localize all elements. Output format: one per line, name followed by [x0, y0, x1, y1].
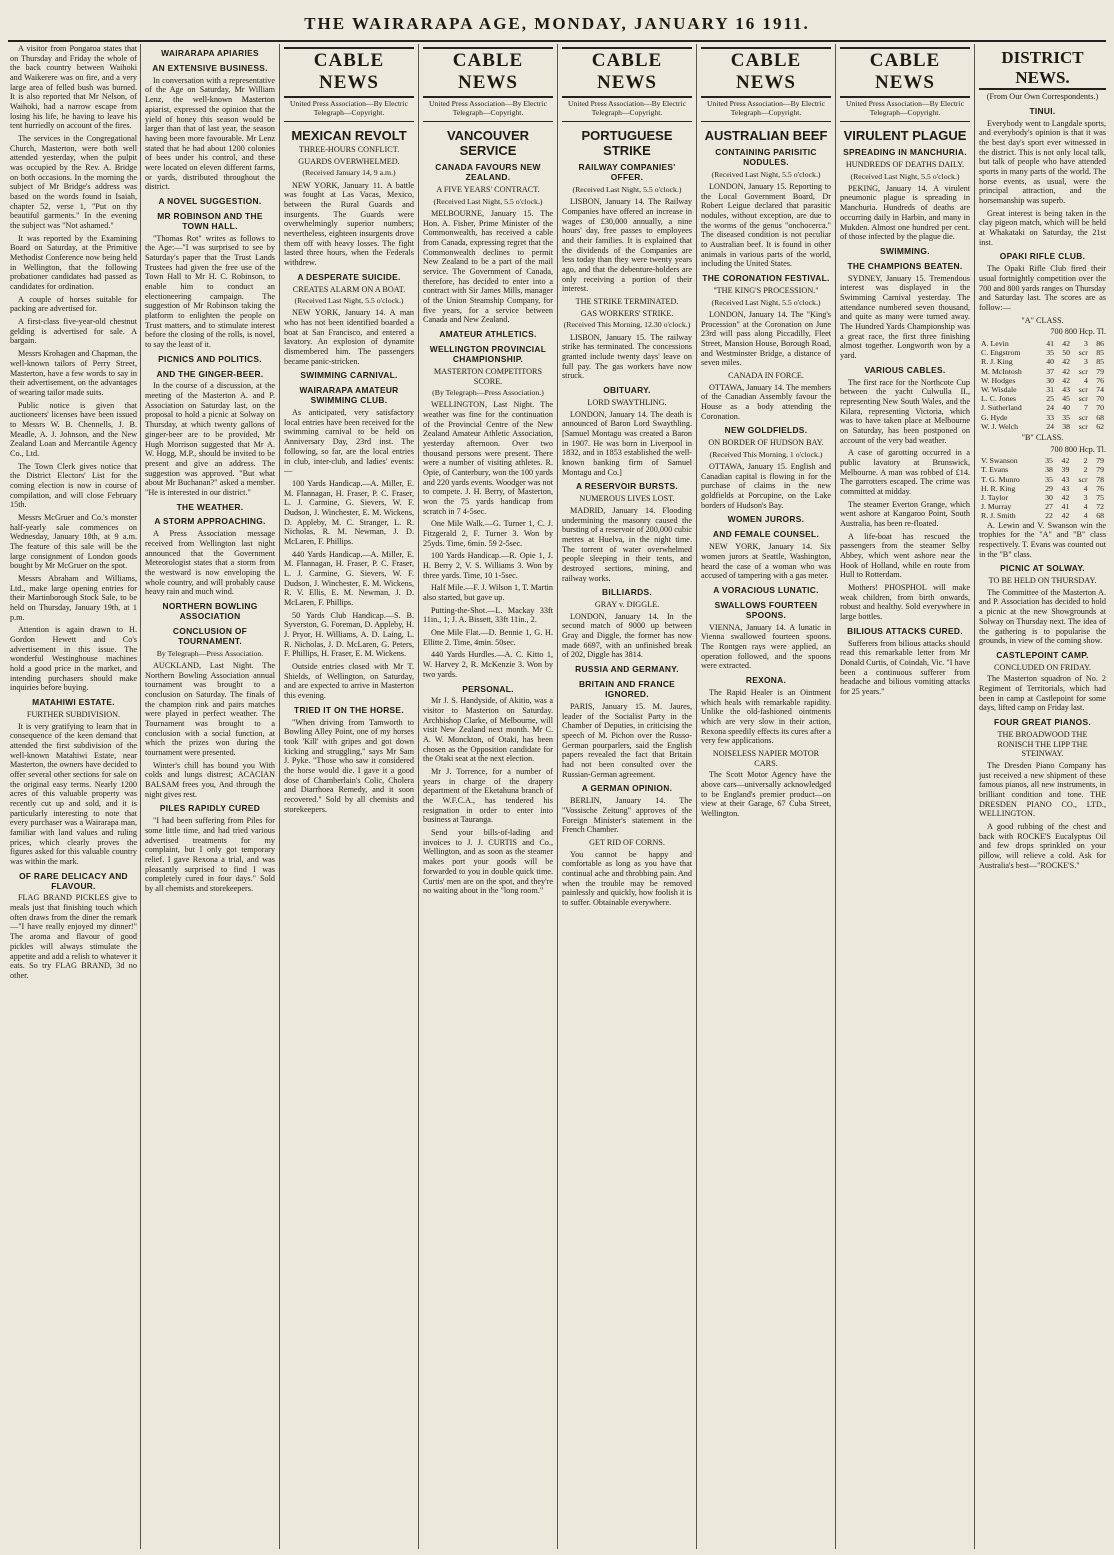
- column-divider: [974, 44, 975, 1549]
- article-paragraph: The Opaki Rifle Club fired their usual fortnightly competition over the 700 and 800 yards ranges on Thursday and Saturday last. The scores are as follow:—: [979, 264, 1106, 312]
- headline: GET RID OF CORNS.: [589, 837, 665, 847]
- score-row: [979, 376, 1106, 385]
- score-cell: 27: [1045, 502, 1053, 512]
- received-line: By Telegraph—Press Association.: [156, 648, 264, 658]
- headline: NEW GOLDFIELDS.: [724, 425, 808, 436]
- subheadline: CANADA IN FORCE.: [728, 370, 804, 380]
- score-cell: 30: [1046, 375, 1054, 385]
- column-8: [979, 44, 1106, 1549]
- article-paragraph: Great interest is being taken in the clay pigeon match, which will be held at Whakataki on Saturday, the 21st inst.: [979, 208, 1106, 247]
- score-cell: 75: [1096, 492, 1104, 502]
- article-paragraph: It is very gratifying to learn that in consequence of the keen demand that attended the first subdivision of the well-known Matahiwi Estate, near Masterton, the owners have decided to offer several other sections for sale on the original easy terms. Nearly 1200 acres of this valuable property was recently cut up and sold, and it is particularly interesting to note that every purchaser was a Wairarapa man, familiar with land values and ruling prices, which clearly proves the figures asked for this valuable country was within the mark.: [10, 721, 137, 866]
- subheadline: CONTAINING PARISITIC NODULES.: [715, 147, 817, 167]
- headline: THE CORONATION FESTIVAL.: [702, 273, 830, 284]
- article-paragraph: A Press Association message received from Wellington last night announced that the Government Meteorologist states that a storm from the westward is now enveloping the whole country, and will probably cause heavy rain and much wind.: [145, 529, 275, 597]
- received-line: (Received January 14, 9 a.m.): [302, 168, 396, 178]
- score-row: [979, 413, 1106, 422]
- agency-line: United Press Association—By Electric Telegraph—Copyright.: [423, 100, 553, 122]
- shooter-name: T. G. Munro: [981, 474, 1020, 484]
- class-heading: "B" CLASS.: [1021, 432, 1064, 442]
- headline: TRIED IT ON THE HORSE.: [294, 704, 404, 715]
- subheadline: A STORM APPROACHING.: [154, 516, 266, 527]
- article-paragraph: LISBON, January 15. The railway strike has terminated. The concessions granted include twenty days' leave on full pay. The gas workers have now struck.: [562, 332, 692, 381]
- article-paragraph: Messrs Abraham and Williams, Ltd., make large opening entries for their Martinborough Stock Sale, to be held on Thursday, January 19th, at 1 p.m.: [10, 573, 137, 622]
- score-cell: 29: [1045, 483, 1053, 493]
- received-line: (Received Last Night, 5.5 o'clock.): [572, 185, 682, 195]
- article-paragraph: Public notice is given that auctioneers' licenses have been issued to Messrs W. B. Chennells, J. B. Meadle, A. J. Johnson, and the New Zealand Loan and Mercantile Agency Co., Ltd.: [10, 400, 137, 458]
- score-cell: 41: [1046, 339, 1054, 349]
- subheadline: LORD SWAYTHLING.: [587, 397, 667, 407]
- score-cell: 30: [1045, 492, 1053, 502]
- score-cell: 43: [1061, 483, 1070, 493]
- score-row: [979, 511, 1106, 520]
- received-line: (Received Last Night, 5.5 o'clock.): [711, 297, 821, 307]
- subheadline: MASTERTON COMPETITORS SCORE.: [433, 366, 543, 386]
- article-paragraph: The Committee of the Masterton A. and P. Association has decided to hold a picnic at the new Showgrounds at Solway on Thursday next. The idea of the gathering is to popularise the grounds, in view of the coming show.: [979, 587, 1106, 646]
- agency-line: United Press Association—By Electric Telegraph—Copyright.: [562, 100, 692, 122]
- score-cell: 35: [1062, 412, 1071, 422]
- column-1: [10, 44, 137, 1549]
- headline: VARIOUS CABLES.: [864, 364, 946, 375]
- score-cell: 4: [1083, 502, 1088, 512]
- score-row: [979, 367, 1106, 376]
- article-paragraph: A. Lewin and V. Swanson win the trophies for the "A" and "B" class respectively. T. Evans was counted out in the "B" class.: [979, 520, 1106, 559]
- score-cell: 24: [1046, 421, 1054, 431]
- article-paragraph: One Mile Flat.—D. Bennie 1, G. H. Ellitte 2. Time, 4min. 50sec.: [423, 628, 553, 647]
- shooter-name: R. J. Smith: [981, 511, 1016, 521]
- article-paragraph: 50 Yards Club Handicap.—S. B. Syverston, G. Foreman, D. Appleby, H. J. Pryor, H. Williams, A. D. Laing, L. R. Nicholas, J. D. McLaren, G. Peters, F. Phillips, H. Fraser, E. M. Wickens.: [284, 610, 414, 659]
- subheadline: GAS WORKERS' STRIKE.: [580, 308, 674, 318]
- score-row: [979, 502, 1106, 511]
- article-paragraph: Putting-the-Shot.—L. Mackay 33ft 11in., 1; J. A. Bissett, 33ft 11in., 2.: [423, 605, 553, 625]
- score-cell: 4: [1083, 375, 1088, 385]
- article-paragraph: LONDON, January 14. The death is announced of Baron Lord Swaythling. [Samuel Montagu was created a Baron in 1907. He was born in Liverpool in 1832, and in 1853 established the well-known banking firm of Samuel Montagu and Co.]: [562, 409, 692, 477]
- subheadline: FURTHER SUBDIVISION.: [26, 709, 121, 719]
- score-cell: 35: [1045, 474, 1053, 484]
- score-cell: 33: [1046, 412, 1054, 422]
- column-divider: [557, 44, 558, 1549]
- score-row: [979, 465, 1106, 474]
- subheadline: BRITAIN AND FRANCE IGNORED.: [578, 679, 676, 699]
- subheadline: THE BROADWOOD THE RONISCH THE LIPP THE STEINWAY.: [997, 730, 1088, 759]
- subheadline: GUARDS OVERWHELMED.: [298, 156, 400, 166]
- score-cell: 3: [1083, 339, 1088, 349]
- column-2: [145, 44, 275, 1549]
- subheadline: "THE KING'S PROCESSION.": [713, 286, 819, 295]
- score-cell: 2: [1083, 465, 1088, 475]
- headline: MEXICAN REVOLT: [291, 127, 407, 143]
- advert-paragraph: "When driving from Tamworth to Bowling Alley Point, one of my horses took 'Kill' with gripes and got down kicking and struggling," says Mr Sam J. Pyke. "Those who saw it considered the horse would die. I gave it a good dose of Chamberlain's Colic, Cholera and Diarrhoea Remedy, and it soon recovered." Sold by all chemists and storekeepers.: [284, 717, 414, 814]
- shooter-name: G. Hyde: [981, 412, 1008, 422]
- article-paragraph: 100 Yards Handicap.—R. Opie 1, J. H. Berry 2, V. S. Williams 3. Won by three yards. Time, 10 1-5sec.: [423, 551, 553, 580]
- score-cell: 38: [1045, 465, 1053, 475]
- headline: CASTLEPOINT CAMP.: [996, 649, 1089, 660]
- correspondents-line: (From Our Own Correspondents.): [986, 92, 1099, 102]
- score-cell: 35: [1046, 348, 1054, 358]
- article-paragraph: MELBOURNE, January 15. The Hon. A. Fisher, Prime Minister of the Commonwealth, has received a cable from Canada, expressing regret that the Commonwealth declines to permit New Zealand to be a part of the mail service. The Government of Canada, therefore, has decided to enter into a contract with Sir James Mills, manager of the Union Steamship Company, for five years, for a service between Canada and New Zealand.: [423, 209, 553, 325]
- article-paragraph: MADRID, January 14. Flooding undermining the masonry caused the bursting of a reservoir of 200,000 cubic metres at Huelva, in the night time. The torrent of water overwhelmed people sleeping in their tents, and destroyed sections, mining, and railway works.: [562, 505, 692, 583]
- headline: VANCOUVER SERVICE: [446, 127, 530, 159]
- article-paragraph: FLAG BRAND PICKLES give to meals just that finishing touch which often draws from the diner the remark—"I have really enjoyed my dinner!" The aroma and flavour of good pickles will always stimulate the appetite and add a relish to whatever it eats. So try FLAG BRAND, 3d no other.: [10, 893, 137, 980]
- article-paragraph: WELLINGTON, Last Night. The weather was fine for the continuation of the Provincial Centre of the New Zealand Amateur Athletic Association, yesterday afternoon. Over two thousand persons were present. There were a number of visiting athletes. R. Opie, of Canterbury, won the 100 yards and 220 yards events. Woodger was not to compete. J. H. Berry, of Masterton, won the 75 yards handicap from scratch in 7 4-5sec.: [423, 400, 553, 516]
- agency-line: United Press Association—By Electric Telegraph—Copyright.: [284, 100, 414, 122]
- cable-news-banner: CABLE NEWS: [562, 47, 692, 98]
- article-paragraph: OTTAWA, January 14. The members of the Canadian Assembly favour the House as a body attending the Coronation.: [701, 382, 831, 421]
- score-cell: 74: [1096, 384, 1104, 394]
- subheadline: AN EXTENSIVE BUSINESS.: [152, 62, 268, 73]
- score-cell: 31: [1046, 384, 1054, 394]
- subheadline: CONCLUDED ON FRIDAY.: [993, 662, 1092, 672]
- subheadline: WAIRARAPA AMATEUR SWIMMING CLUB.: [299, 385, 399, 406]
- article-paragraph: Half Mile.—F. J. Wilson 1, T. Martin also started, but gave up.: [423, 583, 553, 603]
- subheadline: TO BE HELD ON THURSDAY.: [988, 576, 1097, 586]
- article-paragraph: The first race for the Northcote Cup between the yacht Culwulla II., representing New South Wales, and the Kilara, representing Victoria, which was to have taken place at Melbourne on Saturday, has been postponed on account of the very bad weather.: [840, 377, 970, 445]
- score-cell: scr: [1078, 412, 1088, 422]
- headline: OBITUARY.: [603, 384, 651, 395]
- received-line: (Received Last Night, 5.5 o'clock.): [433, 196, 543, 206]
- subheadline: NUMEROUS LIVES LOST.: [579, 494, 675, 504]
- article-paragraph: A visitor from Pongaroa states that on Thursday and Friday the whole of the back country between Waihoki and Waikerere was on fire, and a very large area of felled bush was burned. It is also reported that Mr Nelson, of Waihoki, had a narrow escape from losing his life, he having to leave his tent hurriedly on account of the fires.: [10, 44, 137, 131]
- article-paragraph: NEW YORK, January 11. A battle was fought at Las Vacas, Mexico, between the Rural Guards and insurgents. The Guards were overwhelmingly superior numbers; nevertheless, eighteen insurgents drove them off with heavy losses. The fight lasted three hours, when the Federals withdrew.: [284, 180, 414, 267]
- subheadline: GRAY v. DIGGLE.: [594, 600, 660, 610]
- column-6: [701, 44, 831, 1549]
- score-cell: 42: [1062, 375, 1071, 385]
- shooter-name: M. McIntosh: [981, 366, 1022, 376]
- article-paragraph: Messrs Krohagen and Chapman, the well-known tailors of Perry Street, Masterton, have a few words to say in their advertisement, on the advantages of wearing tailor made suits.: [10, 349, 137, 397]
- score-cell: 50: [1062, 348, 1071, 358]
- advert-paragraph: Sufferers from bilious attacks should read this remarkable letter from Mr Donald Curtis, of Coindah, Vic. "I have been a continuous sufferer from headache and bilious vomiting attacks for 25 years.": [840, 638, 970, 696]
- cable-news-banner: CABLE NEWS: [701, 47, 831, 98]
- headline: PORTUGUESE STRIKE: [581, 127, 673, 159]
- advert-paragraph: Send your bills-of-lading and invoices to J. J. CURTIS and Co., Wellington, and as soon as the steamer makes port your goods will be forwarded to you in double quick time. Curtis' men are on the spot, and they're no waiting about in the "long room.": [423, 828, 553, 896]
- article-paragraph: LISBON, January 14. The Railway Companies have offered an increase in wages of £30,000 annually, a nine hours' day, free passes to employees and their families. It is explained that the dividends of the Companies are less today than they were twenty years ago, and that the debenture-holders are only receiving a portion of their interest.: [562, 197, 692, 294]
- score-row: [979, 422, 1106, 431]
- headline: A NOVEL SUGGESTION.: [158, 195, 262, 206]
- score-row: [979, 484, 1106, 493]
- received-line: (Received Last Night, 5.5 o'clock.): [711, 169, 821, 179]
- agency-line: United Press Association—By Electric Telegraph—Copyright.: [840, 100, 970, 122]
- shooter-name: J. Murray: [981, 502, 1012, 512]
- article-paragraph: A couple of horses suitable for packing are advertised for.: [10, 294, 137, 314]
- advert-paragraph: Mothers! PHOSPHOL will make weak children, from birth onwards, robust and healthy. Sold everywhere in large bottles.: [840, 583, 970, 622]
- advert-paragraph: A good rubbing of the chest and back with ROCKE'S Eucalyptus Oil and few drops sprinkled on your pillow, will relieve a cold. Ask for Australia's best—"ROCKE'S.": [979, 822, 1106, 870]
- shooter-name: R. J. King: [981, 357, 1013, 367]
- received-line: (Received This Morning, 1 o'clock.): [709, 449, 823, 459]
- score-cell: 22: [1045, 511, 1053, 521]
- shooter-name: C. Engstrom: [981, 348, 1021, 358]
- subheadline: THE CHAMPIONS BEATEN.: [847, 260, 963, 271]
- column-divider: [418, 44, 419, 1549]
- score-cell: scr: [1078, 474, 1088, 484]
- score-cell: 72: [1096, 502, 1104, 512]
- article-paragraph: The Town Clerk gives notice that the District Electors' List for the coming election is now in course of compilation, and will close February 15th.: [10, 461, 137, 510]
- headline: VIRULENT PLAGUE: [843, 127, 967, 143]
- headline: TINUI.: [1029, 105, 1056, 116]
- advert-paragraph: "I had been suffering from Piles for some little time, and had tried various advertised treatments for my complaint, but I only got temporary relief. I gave Rexona a trial, and was pleasantly surprised to find I was completely cured in four days." Sold by all chemists and storekeepers.: [145, 816, 275, 893]
- headline: THE WEATHER.: [176, 501, 244, 512]
- score-cell: 43: [1062, 384, 1071, 394]
- subheadline: HUNDREDS OF DEATHS DAILY.: [845, 159, 965, 169]
- shooter-name: J. Sutherland: [981, 403, 1022, 413]
- score-cell: 3: [1083, 357, 1088, 367]
- column-3: [284, 44, 414, 1549]
- article-paragraph: Mr J. S. Handyside, of Akitio, was a visitor to Masterton on Saturday. Archbishop Clarke, of Melbourne, will visit New Zealand next month. Mr C. A. W. Monckton, of Otaki, has been chosen as the Opposition candidate for the Otaki seat at the next election.: [423, 696, 553, 764]
- article-paragraph: The steamer Everton Grange, which went ashore at Kangaroo Point, South Australia, has been re-floated.: [840, 499, 970, 529]
- subheadline: CREATES ALARM ON A BOAT.: [292, 284, 406, 294]
- article-paragraph: Outside entries closed with Mr T. Shields, of Wellington, on Saturday, and are expected to arrive in Masterton this evening.: [284, 661, 414, 700]
- score-cell: 68: [1096, 511, 1104, 521]
- article-paragraph: In the course of a discussion, at the meeting of the Masterton A. and P. Association on Saturday last, on the proposal to hold a picnic at Solway on Thursday, at which twenty gallons of ginger-beer are to be provided, Mr Hugh Morrison suggested that Mr A. W. Hogg, M.P., should be invited to be present and give an address. The suggestion was approved. "But what about Mr Buchanan?" asked a member. "He is interested in our district.": [145, 381, 275, 497]
- headline: A GERMAN OPINION.: [581, 783, 673, 794]
- headline: WOMEN JURORS.: [727, 514, 805, 525]
- headline: A RESERVOIR BURSTS.: [575, 481, 679, 492]
- headline: FOUR GREAT PIANOS.: [994, 717, 1091, 728]
- headline: SWIMMING CARNIVAL.: [300, 370, 398, 381]
- headline: OPAKI RIFLE CLUB.: [999, 251, 1086, 262]
- score-cell: 79: [1096, 456, 1104, 466]
- cable-news-banner: CABLE NEWS: [840, 47, 970, 98]
- headline: REXONA.: [745, 674, 787, 685]
- headline: NORTHERN BOWLING ASSOCIATION: [162, 601, 258, 621]
- advert-paragraph: The Rapid Healer is an Ointment which heals with remarkable rapidity. Unlike the old-fashioned ointments which are very slow in their action, Rexona speedily effects its cures after a very few applications.: [701, 687, 831, 746]
- score-row: [979, 493, 1106, 502]
- article-paragraph: SYDNEY, January 15. Tremendous interest was displayed in the Swimming Carnival yesterday. The attendance numbered seven thousand, and quite as many were turned away. The Hundred Yards Championship was a great race, the first three finishing almost together. Longworth won by a yard.: [840, 273, 970, 361]
- article-paragraph: NEW YORK, January 14. Six women jurors at Seattle, Washington, heard the case of a woman who was accused of tampering with a gas meter.: [701, 542, 831, 581]
- article-paragraph: PEKING, January 14. A virulent pneumonic plague is spreading in Manchuria. Hundreds of deaths are occurring daily in Harbin, and many in Mukden. Almost one hundred per cent. of those infected by the plague die.: [840, 183, 970, 242]
- shooter-name: A. Levin: [981, 339, 1009, 349]
- score-row: [979, 357, 1106, 366]
- score-cell: 70: [1096, 403, 1104, 413]
- district-news-title: DISTRICT NEWS.: [979, 48, 1106, 90]
- masthead-rule: [8, 40, 1106, 42]
- article-paragraph: LONDON, January 15. Reporting to the Local Government Board, Dr Robert Leigue declared that parasitic nodules, without exception, are due to the worms of the genus "onchocerca." The diseased condition is not peculiar to Australian beef. It is found in other animals in various parts of the world, including the United States.: [701, 182, 831, 269]
- score-cell: 85: [1096, 348, 1104, 358]
- subheadline: MR ROBINSON AND THE TOWN HALL.: [157, 210, 263, 231]
- headline: PERSONAL.: [462, 683, 514, 694]
- cable-news-banner: CABLE NEWS: [284, 47, 414, 98]
- article-paragraph: It was reported by the Examining Board on Saturday, at the Primitive Methodist Conference now being held in Wellington, that the following probationer candidates had passed as candidates for ordination.: [10, 233, 137, 292]
- score-cell: 24: [1046, 403, 1054, 413]
- article-paragraph: LONDON, January 14. In the second match of 9000 up between Gray and Diggle, the former has now made 6697, with an unfinished break of 202, Diggle has 3814.: [562, 611, 692, 660]
- score-cell: 3: [1083, 492, 1088, 502]
- article-paragraph: Messrs McGruer and Co.'s monster half-yearly sale commences on Wednesday, January 18th, at 9 a.m. The feature of this sale will be the large consignment of London goods bought by Mr McGruer on the spot.: [10, 512, 137, 571]
- article-paragraph: Everybody went to Langdale sports, and everybody's opinion is that it was the best day's sport ever witnessed in the district. This is not only local talk, but talk of people who have attended sports in many parts of the world. The horse events, as usual, were the principal attraction, and the horsemanship was superb.: [979, 118, 1106, 206]
- score-cell: 42: [1061, 511, 1070, 521]
- score-row: [979, 456, 1106, 465]
- score-cell: 62: [1096, 421, 1104, 431]
- article-paragraph: 440 Yards Handicap.—A. Miller, E. M. Flannagan, H. Fraser, P. C. Fraser, L. J. Carmine, G. Sievers, W. F. Dudson, J. Winchester, E. M. Wickens, R. V. Ellis, E. M. Newman, J. D. McLaren, F. Phillips.: [284, 549, 414, 607]
- score-cell: 45: [1062, 394, 1071, 404]
- headline: WAIRARAPA APIARIES: [161, 48, 259, 58]
- score-cell: 70: [1096, 394, 1104, 404]
- score-cell: scr: [1078, 348, 1088, 358]
- subheadline: ON BORDER OF HUDSON BAY.: [708, 438, 824, 448]
- article-paragraph: AUCKLAND, Last Night. The Northern Bowling Association annual tournament was brought to a conclusion on Saturday. The finals of the champion rink and pairs matches were played in perfect weather. The Tournament was brought to a conclusion with a social function, at which the prizes won during the tournament were presented.: [145, 660, 275, 757]
- score-row: [979, 403, 1106, 412]
- article-paragraph: Mr J. Torrence, for a number of years in charge of the drapery department of the Eketahuna branch of the W.F.C.A., has tendered his resignation in order to enter into business at Tauranga.: [423, 767, 553, 825]
- subheadline: AND FEMALE COUNSEL.: [712, 529, 820, 540]
- headline: PICNIC AT SOLWAY.: [1000, 563, 1085, 574]
- column-divider: [835, 44, 836, 1549]
- article-paragraph: 100 Yards Handicap.—A. Miller, E. M. Flannagan, H. Fraser, P. C. Fraser, L. J. Carmine, G. Sievers, W. F. Dudson, J. Winchester, E. M. Wickens, D. Appleby, M. C. Stranger, L. R. Nicholas, R. M. Newman, J. D. McLaren, F. Phillips.: [284, 478, 414, 546]
- article-paragraph: Attention is again drawn to H. Gordon Hewett and Co's advertisement in this issue. The wonderful Westinghouse machines hold a good price in the market, and intending purchasers should make inquiries before buying.: [10, 625, 137, 693]
- headline: BILLIARDS.: [602, 587, 652, 598]
- received-line: (Received Last Night, 5.5 o'clock.): [294, 296, 404, 306]
- headline: OF RARE DELICACY AND FLAVOUR.: [19, 870, 128, 891]
- score-cell: 40: [1046, 357, 1054, 367]
- headline: MATAHIWI ESTATE.: [32, 697, 115, 707]
- score-cell: 39: [1061, 465, 1070, 475]
- shooter-name: W. Hodges: [981, 375, 1016, 385]
- score-cell: 38: [1062, 421, 1071, 431]
- article-paragraph: LONDON, January 14. The "King's Procession" at the Coronation on June 23rd will pass along Piccadilly, Fleet Street, Mansion House, Borough Road, and Westminster Bridge, a distance of seven miles.: [701, 309, 831, 368]
- shooter-name: W. Wisdale: [981, 384, 1017, 394]
- shooter-name: H. R. King: [981, 483, 1016, 493]
- shooter-name: T. Evans: [981, 465, 1009, 475]
- score-cell: scr: [1078, 384, 1088, 394]
- score-cell: scr: [1078, 366, 1088, 376]
- score-cell: 79: [1096, 366, 1104, 376]
- score-cell: 4: [1083, 483, 1088, 493]
- advert-paragraph: Winter's chill has bound you With colds and lungs distrest; ACACIAN BALSAM frees you, And through the night gives rest.: [145, 760, 275, 799]
- score-cell: 2: [1083, 456, 1088, 466]
- score-cell: 42: [1062, 366, 1071, 376]
- advert-paragraph: The Dresden Piano Company has just received a new shipment of these famous pianos, all new instruments, in brilliant condition and tone. THE DRESDEN PIANO CO., LTD., WELLINGTON.: [979, 761, 1106, 819]
- headline: PICNICS AND POLITICS.: [158, 353, 262, 364]
- score-cell: 4: [1083, 511, 1088, 521]
- score-cell: 42: [1062, 357, 1071, 367]
- article-paragraph: A first-class five-year-old chestnut gelding is advertised for sale. A bargain.: [10, 317, 137, 346]
- article-paragraph: The Masterton squadron of No. 2 Regiment of Territorials, which had been in camp at Castlepoint for some days, lifted camp on Friday last.: [979, 674, 1106, 713]
- article-paragraph: A case of garotting occurred in a public lavatory at Brunswick, Melbourne. A man was robbed of £14. The garrotters escaped. The crime was committed at midday.: [840, 448, 970, 496]
- score-table-a: [979, 339, 1106, 431]
- column-5: [562, 44, 692, 1549]
- score-cell: 42: [1061, 492, 1070, 502]
- score-header: 700 800 Hcp. Tl.: [1050, 444, 1106, 454]
- article-paragraph: PARIS, January 15. M. Jaures, leader of the Socialist Party in the Chamber of Deputies, in criticising the speech of M. Pichon over the Russo-German pourparlers, said the English papers revealed the fact that Britain had not been consulted over the Russian-German agreement.: [562, 701, 692, 779]
- class-heading: "A" CLASS.: [1021, 315, 1064, 325]
- column-divider: [279, 44, 280, 1549]
- score-cell: 86: [1096, 339, 1104, 349]
- headline: A DESPERATE SUICIDE.: [297, 271, 401, 282]
- score-cell: 42: [1061, 456, 1070, 466]
- score-row: [979, 339, 1106, 348]
- article-paragraph: BERLIN, January 14. The "Vossische Zeitung" approves of the Foreign Minister's statement in the French Chamber.: [562, 796, 692, 835]
- score-cell: scr: [1078, 421, 1088, 431]
- article-paragraph: The services in the Congregational Church, Masterton, were both well attended yesterday, when the pulpit was occupied by the Rev. A. Bridge on both occasions. In the morning the subject of Mr Bridge's address was based on the words found in Isaiah, chapter 52, verse 1, "Put on thy beautiful garments." In the evening the subject was "Not ashamed.": [10, 134, 137, 231]
- headline: SWIMMING.: [880, 245, 930, 256]
- headline: AMATEUR ATHLETICS.: [439, 329, 537, 340]
- subheadline: CANADA FAVOURS NEW ZEALAND.: [435, 162, 541, 183]
- headline: AUSTRALIAN BEEF: [704, 127, 828, 143]
- score-cell: 41: [1061, 502, 1070, 512]
- agency-line: United Press Association—By Electric Telegraph—Copyright.: [701, 100, 831, 122]
- score-cell: 25: [1046, 394, 1054, 404]
- headline: A VORACIOUS LUNATIC.: [713, 584, 819, 595]
- score-row: [979, 348, 1106, 357]
- article-paragraph: VIENNA, January 14. A lunatic in Vienna swallowed fourteen spoons. The Rontgen rays were applied, an operation followed, and the spoons were extracted.: [701, 622, 831, 671]
- column-4: [423, 44, 553, 1549]
- shooter-name: V. Swanson: [981, 456, 1018, 466]
- article-paragraph: OTTAWA, January 15. English and Canadian capital is flowing in for the purchase of claims in the new goldfields at Porcupine, on the Lake borders of Hudson's Bay.: [701, 462, 831, 510]
- score-cell: 85: [1096, 357, 1104, 367]
- shooter-name: L. C. Jones: [981, 394, 1017, 404]
- cable-news-banner: CABLE NEWS: [423, 47, 553, 98]
- score-cell: 76: [1096, 375, 1104, 385]
- score-table-b: [979, 456, 1106, 520]
- subheadline: RAILWAY COMPANIES' OFFER.: [578, 162, 676, 183]
- score-row: [979, 475, 1106, 484]
- article-paragraph: As anticipated, very satisfactory local entries have been received for the swimming carnival to be held on Anniversary Day, 23rd inst. The following, so far, are the local entries in club, inter-club, and ladies' events:—: [284, 408, 414, 476]
- score-cell: 37: [1046, 366, 1054, 376]
- article-paragraph: 440 Yards Hurdles.—A. C. Kitto 1, W. Harvey 2, R. McKenzie 3. Won by two yards.: [423, 650, 553, 679]
- score-cell: 40: [1062, 403, 1071, 413]
- subheadline: THE STRIKE TERMINATED.: [575, 297, 679, 307]
- headline: RUSSIA AND GERMANY.: [575, 664, 679, 675]
- article-paragraph: NEW YORK, January 14. A man who has not been identified boarded a boat at San Francisco, and entered a lavatory. An explosion of dynamite dismembered him. The passengers became panic-stricken.: [284, 308, 414, 366]
- received-line: (Received This Morning, 12.30 o'clock.): [563, 320, 691, 330]
- subheadline: CONCLUSION OF TOURNAMENT.: [172, 625, 248, 646]
- article-paragraph: In conversation with a representative of the Age on Saturday, Mr William Lenz, the well-known Masterton apiarist, expressed the opinion that the yield of honey this season would be larger than that of last year, the season having been more favourable. Mr Lenz stated that he had about 1200 colonies of bees under his control, and these were located on eleven different farms, or yards, distributed throughout the district.: [145, 75, 275, 192]
- article-paragraph: "Thomas Rot" writes as follows to the Age:—"I was surprised to see by Saturday's paper that the Trust Lands Trustees had given the free use of the Town Hall to Mr H. C. Robinson, to enable him to conduct an electioneering campaign. The suggestion of Mr Robinson taking the platform to enlighten the people on Trust matters, and to stimulate interest before the closing of the rolls, is novel, to say the least of it.: [145, 233, 275, 349]
- shooter-name: W. J. Welch: [981, 421, 1019, 431]
- subheadline: A FIVE YEARS' CONTRACT.: [436, 185, 540, 195]
- score-cell: 78: [1096, 474, 1104, 484]
- headline: BILIOUS ATTACKS CURED.: [847, 625, 963, 636]
- score-cell: 43: [1061, 474, 1070, 484]
- subheadline: AND THE GINGER-BEER.: [156, 368, 264, 379]
- subheadline: SWALLOWS FOURTEEN SPOONS.: [714, 599, 818, 620]
- headline: NOISELESS NAPIER MOTOR CARS.: [712, 748, 820, 768]
- received-line: (By Telegraph—Press Association.): [432, 388, 544, 398]
- subheadline: THREE-HOURS CONFLICT.: [298, 145, 400, 155]
- article-paragraph: A life-boat has rescued the passengers from the steamer Selby Abbey, which went ashore near the Hook of Holland, while en route from Hull to Rotterdam.: [840, 531, 970, 580]
- subheadline: WELLINGTON PROVINCIAL CHAMPIONSHIP.: [429, 344, 547, 364]
- column-7: [840, 44, 970, 1549]
- score-cell: 68: [1096, 412, 1104, 422]
- shooter-name: J. Taylor: [981, 492, 1009, 502]
- masthead: THE WAIRARAPA AGE, MONDAY, JANUARY 16 1911.: [304, 14, 810, 33]
- score-cell: 7: [1083, 403, 1088, 413]
- score-header: 700 800 Hcp. Tl.: [1050, 327, 1106, 337]
- column-divider: [696, 44, 697, 1549]
- score-cell: scr: [1078, 394, 1088, 404]
- headline: PILES RAPIDLY CURED: [159, 803, 261, 814]
- score-row: [979, 394, 1106, 403]
- received-line: (Received Last Night, 5.5 o'clock.): [850, 171, 960, 181]
- column-divider: [140, 44, 141, 1549]
- score-cell: 42: [1062, 339, 1071, 349]
- advert-paragraph: The Scott Motor Agency have the above cars—universally acknowledged to be England's premier product—on view at their Garage, 67 Cuba Street, Wellington.: [701, 770, 831, 818]
- score-cell: 79: [1096, 465, 1104, 475]
- advert-paragraph: You cannot be happy and comfortable as long as you have that continual ache and throbbing pain. And when the trouble may be removed painlessly and quickly, how foolish it is to suffer. Obtainable everywhere.: [562, 849, 692, 907]
- score-cell: 35: [1045, 456, 1053, 466]
- score-cell: 76: [1096, 483, 1104, 493]
- score-row: [979, 385, 1106, 394]
- article-paragraph: One Mile Walk.—G. Turner 1, C. J. Fitzgerald 2, F. Turner 3. Won by 25yds. Time, 6min. 59 2-5sec.: [423, 519, 553, 548]
- subheadline: SPREADING IN MANCHURIA.: [843, 147, 967, 158]
